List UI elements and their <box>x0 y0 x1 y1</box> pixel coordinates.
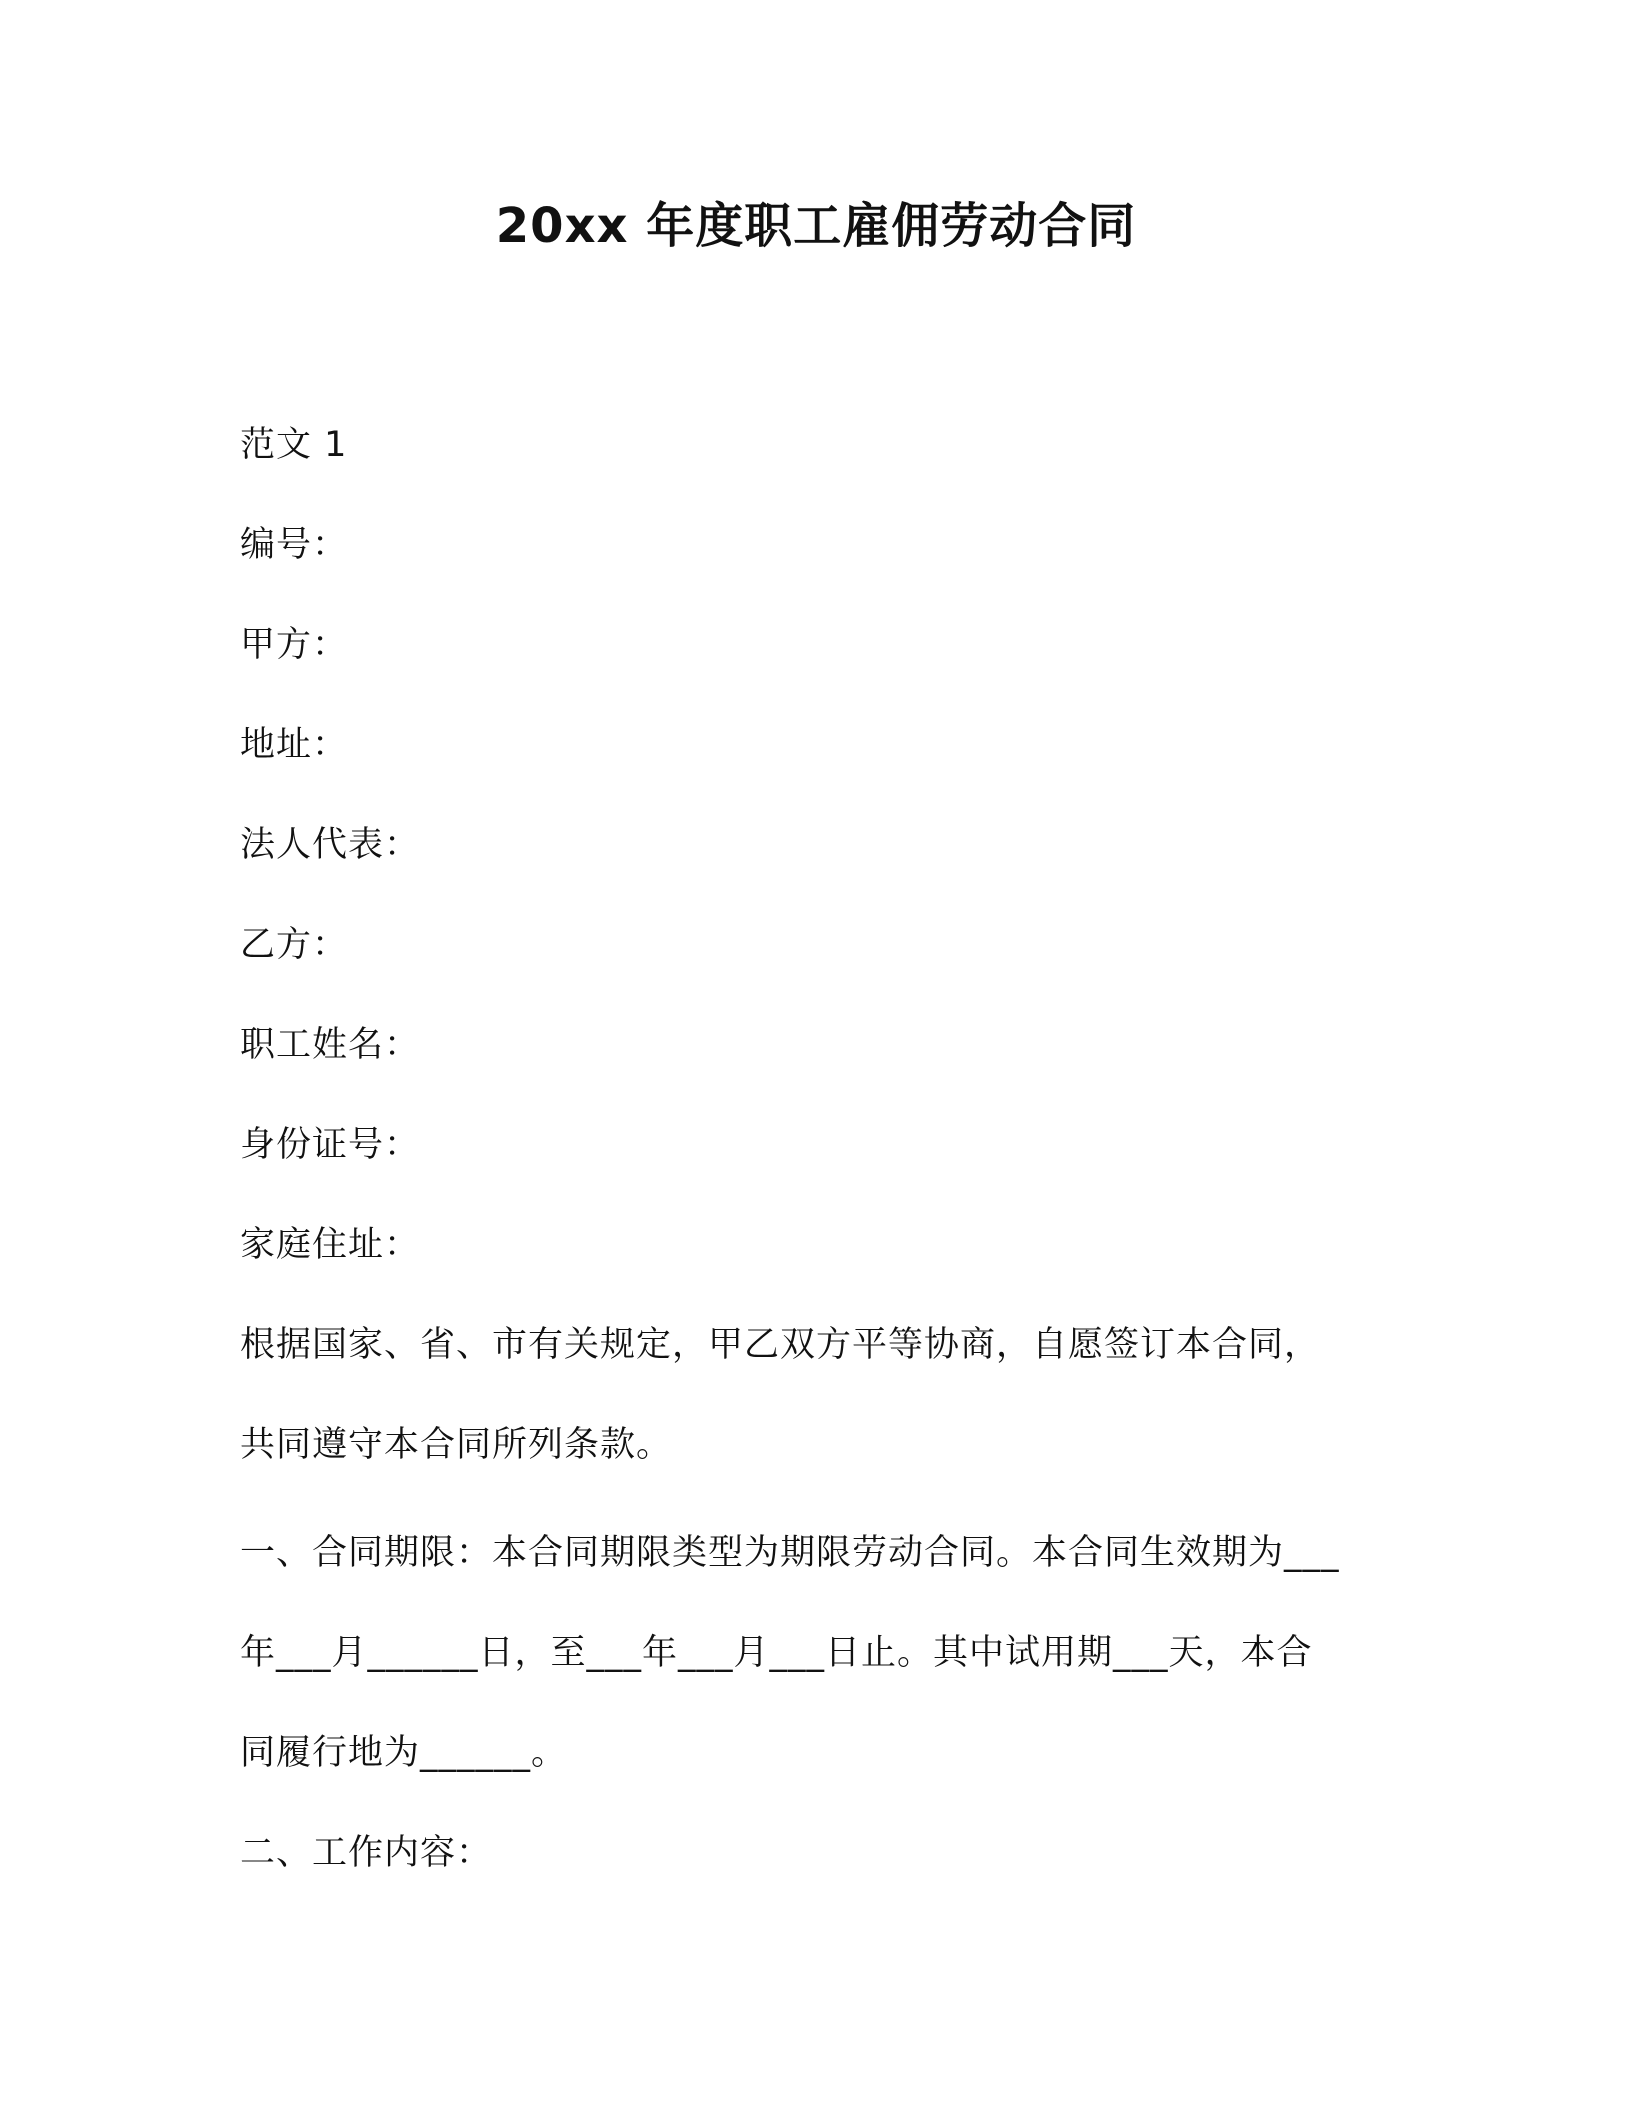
field-number-label: 编号： <box>240 525 349 565</box>
clause1-line-3: 同履行地为______。 <box>240 1733 568 1773</box>
field-party-a-label: 甲方： <box>240 625 349 665</box>
field-address-label: 地址： <box>240 725 349 765</box>
sample-label: 范文 1 <box>240 425 348 465</box>
field-home-address <box>240 1221 420 1269</box>
intro-line-1: 根据国家、省、市有关规定，甲乙双方平等协商，自愿签订本合同， <box>240 1325 1321 1365</box>
clause2-heading: 二、工作内容： <box>240 1833 493 1873</box>
field-id-number <box>240 1121 420 1169</box>
field-legal-rep-label: 法人代表： <box>240 825 421 865</box>
field-address <box>240 721 348 769</box>
field-party-b <box>240 921 348 969</box>
clause1-line-1: 一、合同期限：本合同期限类型为期限劳动合同。本合同生效期为___ <box>240 1533 1340 1573</box>
intro-line-2: 共同遵守本合同所列条款。 <box>240 1425 673 1465</box>
field-employee-name <box>240 1021 420 1069</box>
document-title: 20xx 年度职工雇佣劳动合同 <box>495 198 1137 254</box>
field-home-address-label: 家庭住址： <box>240 1225 421 1265</box>
field-id-number-label: 身份证号： <box>240 1125 421 1165</box>
field-party-b-label: 乙方： <box>240 925 349 965</box>
field-number <box>240 521 348 569</box>
clause1-line-2: 年___月______日，至___年___月___日止。其中试用期___天，本合 <box>240 1633 1313 1673</box>
field-legal-rep <box>240 821 420 869</box>
field-employee-name-label: 职工姓名： <box>240 1025 421 1065</box>
field-party-a <box>240 621 348 669</box>
